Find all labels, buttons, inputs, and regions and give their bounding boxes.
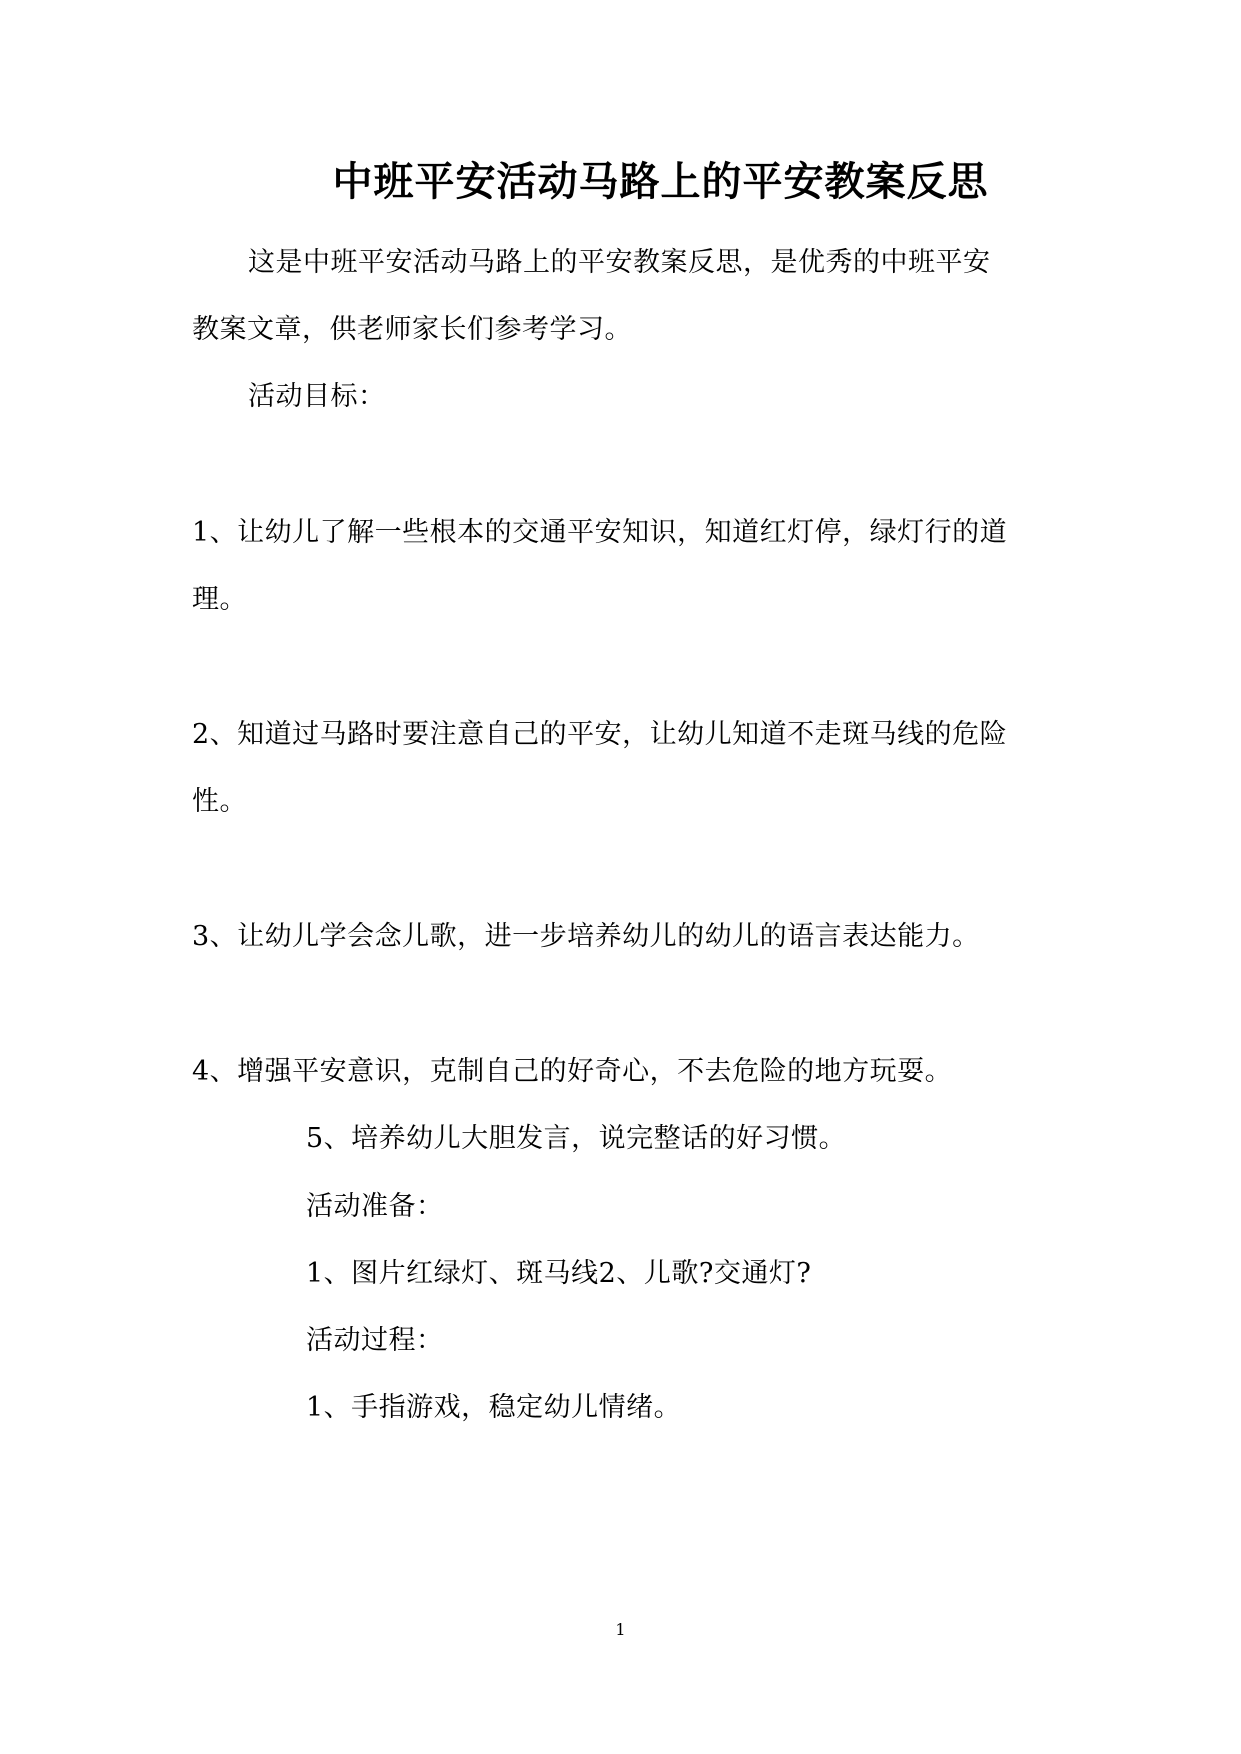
goal-5: 5、培养幼儿大胆发言，说完整话的好习惯。 <box>306 1123 847 1154</box>
goal-1-line-2: 理。 <box>192 584 247 615</box>
goals-heading: 活动目标： <box>248 381 386 412</box>
goal-1-line-1: 1、让幼儿了解一些根本的交通平安知识，知道红灯停，绿灯行的道 <box>192 517 1008 548</box>
page-number: 1 <box>615 1620 626 1639</box>
intro-line-1: 这是中班平安活动马路上的平安教案反思，是优秀的中班平安 <box>248 247 991 278</box>
prep-item-1: 1、图片红绿灯、斑马线2、儿歌?交通灯? <box>306 1258 812 1289</box>
goal-3: 3、让幼儿学会念儿歌，进一步培养幼儿的幼儿的语言表达能力。 <box>192 921 980 952</box>
goal-2-line-1: 2、知道过马路时要注意自己的平安，让幼儿知道不走斑马线的危险 <box>192 719 1008 750</box>
process-item-1: 1、手指游戏，稳定幼儿情绪。 <box>306 1392 682 1423</box>
intro-line-2: 教案文章，供老师家长们参考学习。 <box>192 314 632 345</box>
goal-4: 4、增强平安意识，克制自己的好奇心，不去危险的地方玩耍。 <box>192 1056 953 1087</box>
prep-heading: 活动准备： <box>306 1191 444 1222</box>
goal-2-line-2: 性。 <box>192 786 247 817</box>
document-title: 中班平安活动马路上的平安教案反思 <box>332 158 989 205</box>
process-heading: 活动过程： <box>306 1325 444 1356</box>
